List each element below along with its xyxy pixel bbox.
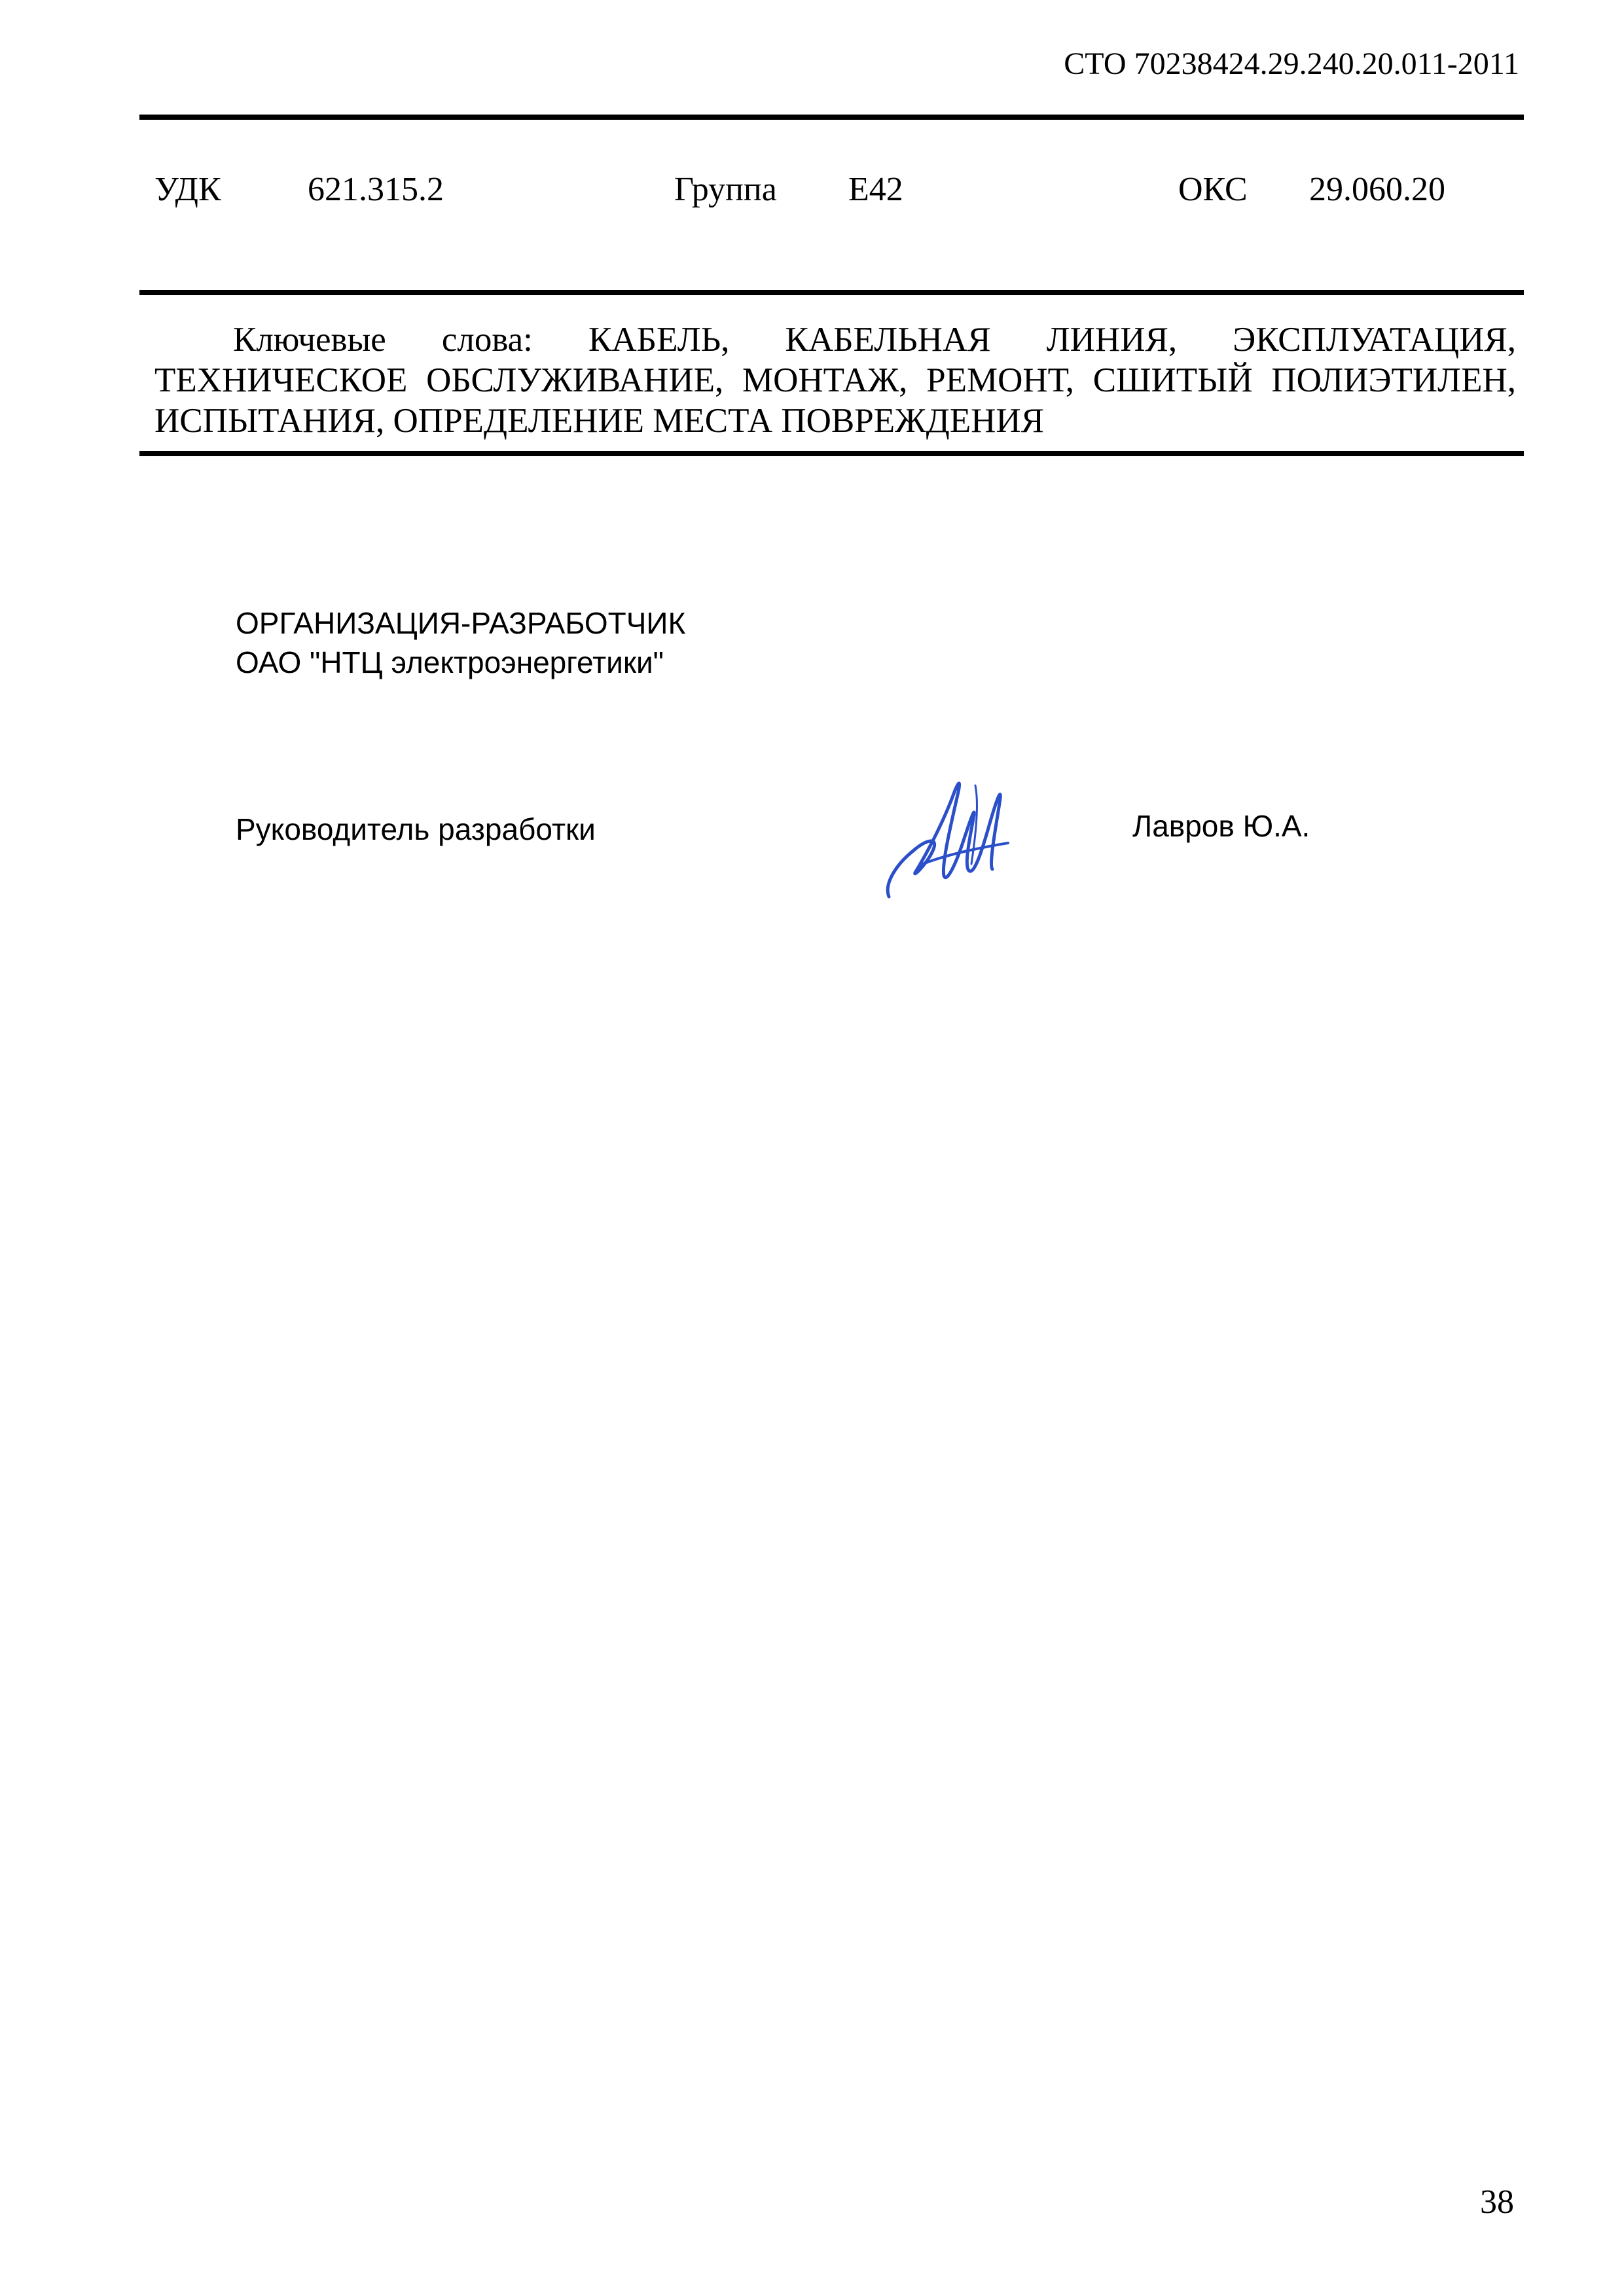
oks-label: ОКС <box>1178 171 1248 208</box>
developer-title: ОРГАНИЗАЦИЯ-РАЗРАБОТЧИК <box>236 606 686 640</box>
developer-name: Лавров Ю.А. <box>1132 809 1310 843</box>
page-number: 38 <box>1480 2183 1514 2221</box>
top-divider <box>139 115 1524 120</box>
developer-organization: ОАО "НТЦ электроэнергетики" <box>236 645 664 679</box>
document-code: СТО 70238424.29.240.20.011-2011 <box>1064 46 1519 81</box>
group-label: Группа <box>674 171 777 208</box>
keywords-paragraph: Ключевые слова: КАБЕЛЬ, КАБЕЛЬНАЯ ЛИНИЯ, ЭКСПЛУАТАЦИЯ, ТЕХНИЧЕСКОЕ ОБСЛУЖИВАНИЕ, МОНТАЖ, РЕМОНТ, СШИТЫЙ ПОЛИЭТИЛЕН, ИСПЫТАНИЯ, ОПРЕДЕЛЕНИЕ МЕСТА ПОВРЕЖДЕНИЯ <box>154 321 1516 440</box>
middle-divider <box>139 290 1524 295</box>
udk-label: УДК <box>154 171 221 208</box>
bottom-divider <box>139 451 1524 456</box>
oks-value: 29.060.20 <box>1309 171 1445 208</box>
signature-icon <box>877 766 1028 910</box>
udk-value: 621.315.2 <box>308 171 444 208</box>
group-value: Е42 <box>848 171 903 208</box>
role-label: Руководитель разработки <box>236 812 596 846</box>
classification-row <box>0 170 1624 216</box>
